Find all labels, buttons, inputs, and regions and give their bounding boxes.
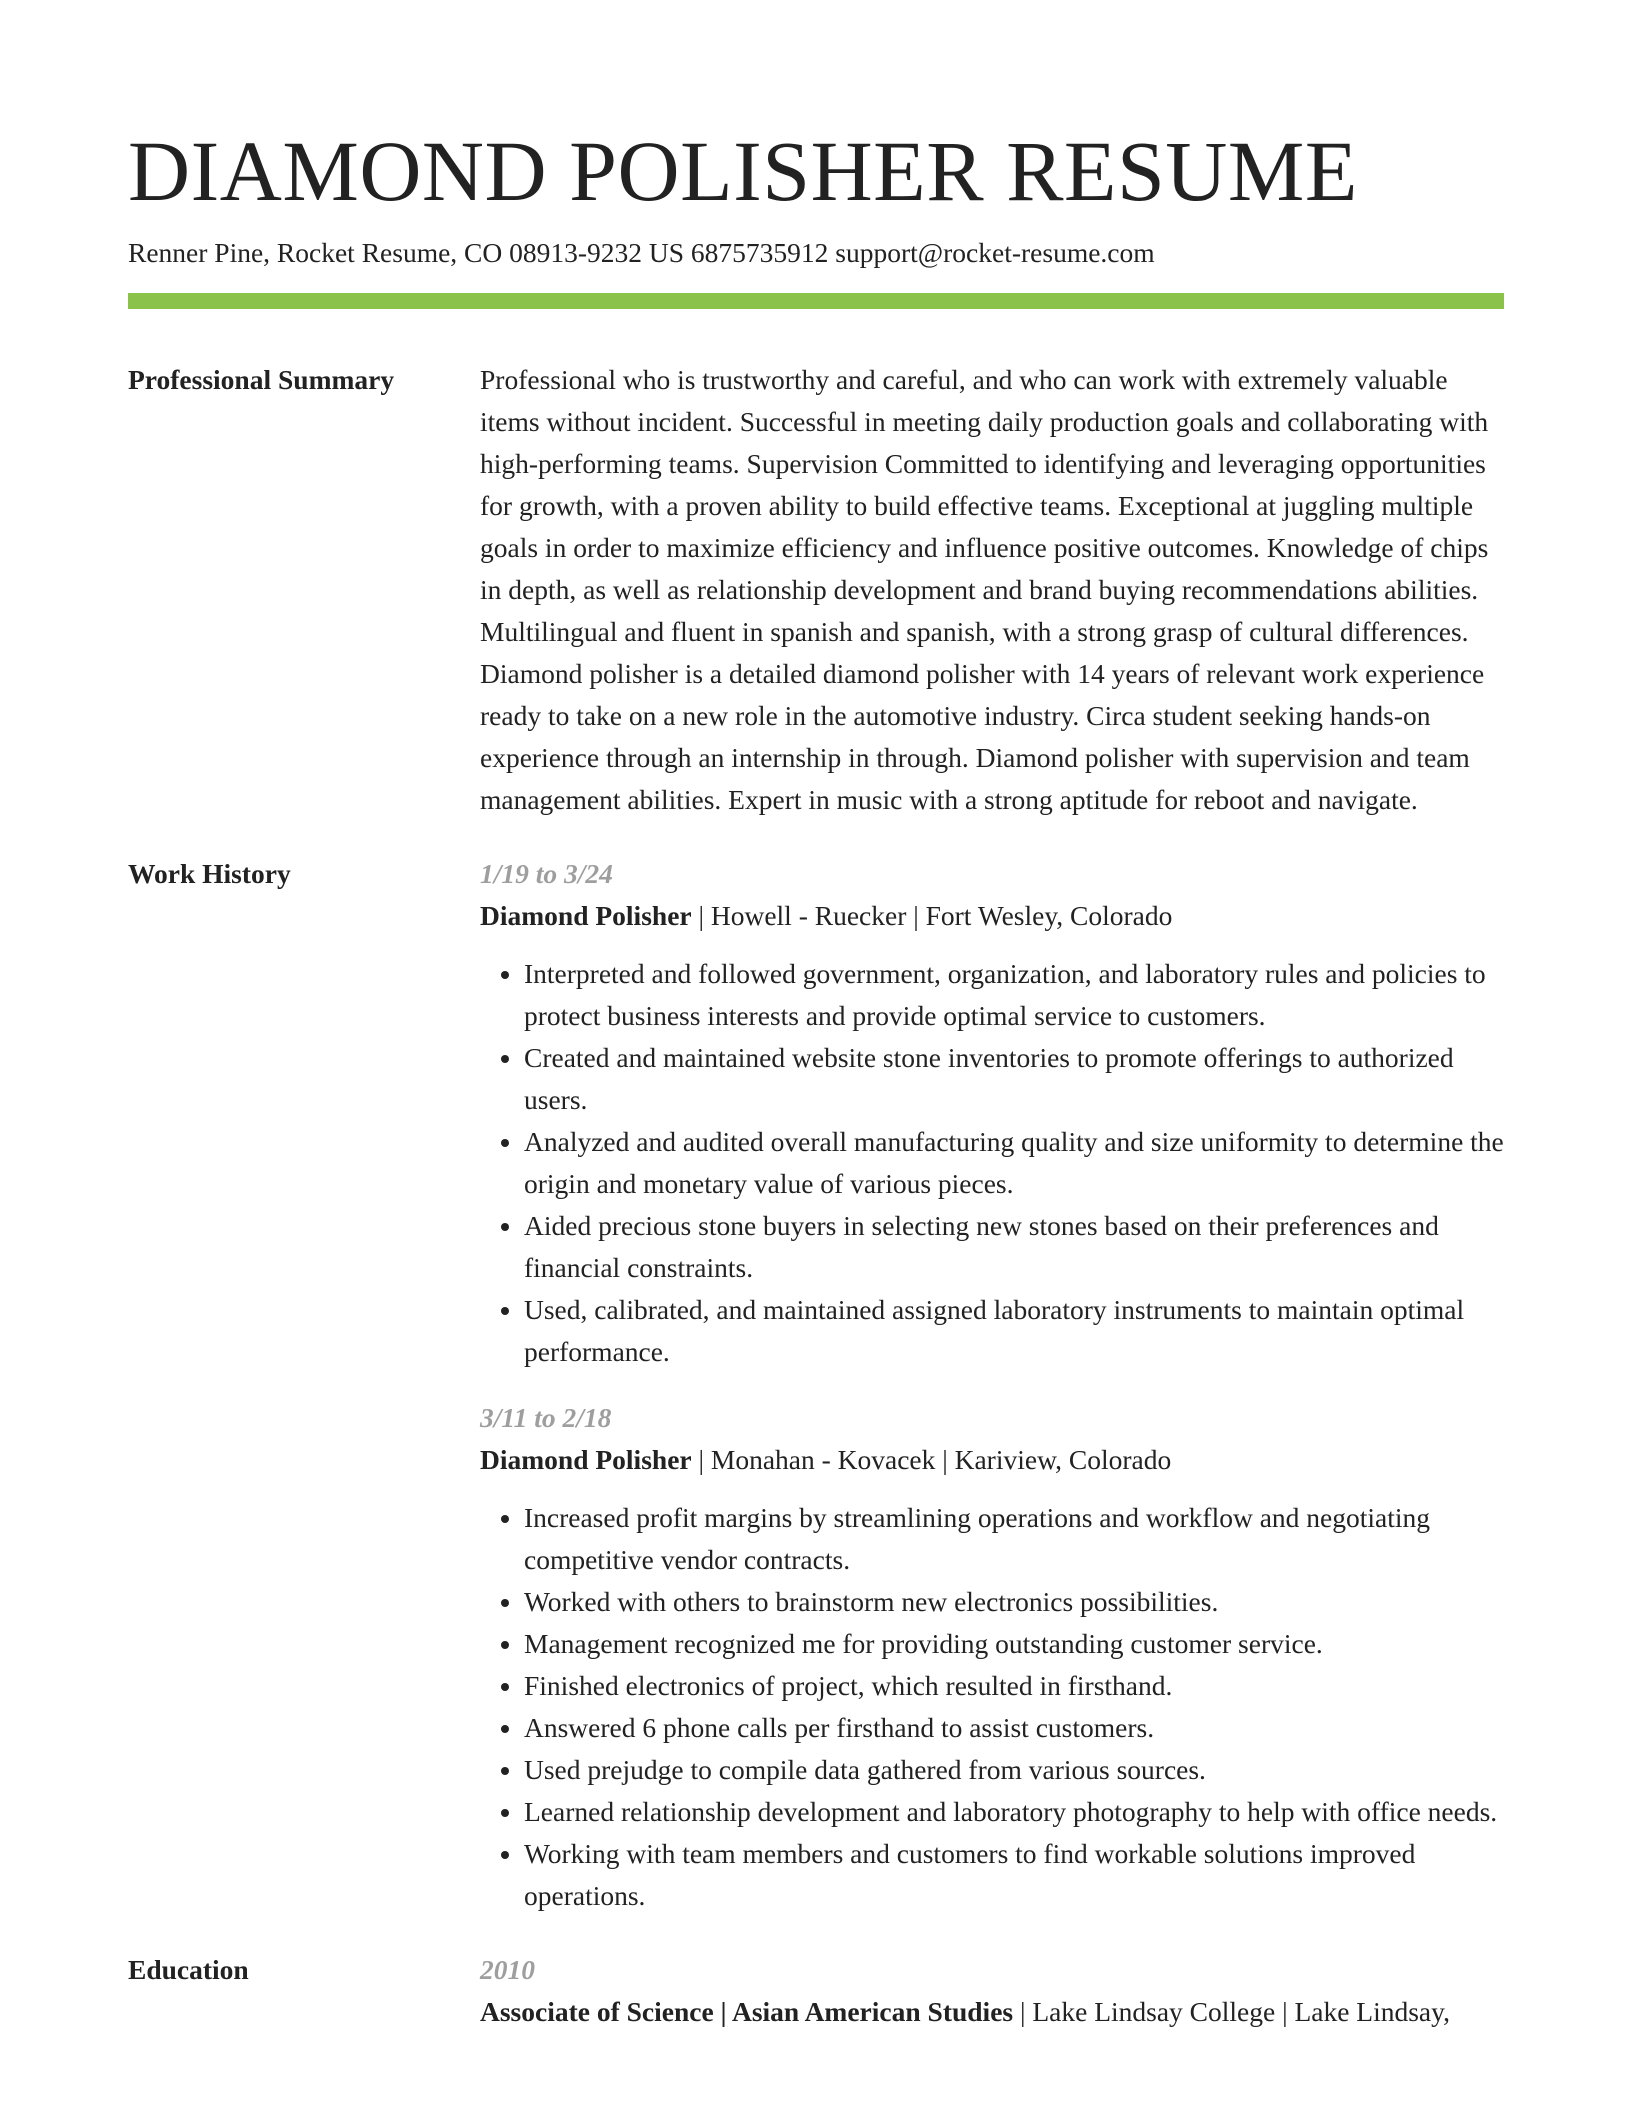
job-entry <box>480 853 1504 1373</box>
education-year: 2010 <box>480 1954 535 1985</box>
job-duty: • Increased profit margins by streamlining operations and workflow and negotiating competitive vendor contracts. <box>524 1497 1504 1581</box>
education-section <box>128 1949 1504 2033</box>
job-details: | Howell - Ruecker | Fort Wesley, Colorado <box>691 900 1173 931</box>
job-duties-list <box>480 1497 1504 1917</box>
job-duty: • Created and maintained website stone inventories to promote offerings to authorized users. <box>524 1037 1504 1121</box>
accent-divider <box>128 293 1504 309</box>
job-details: | Monahan - Kovacek | Kariview, Colorado <box>691 1444 1172 1475</box>
resume-page <box>128 0 1504 2033</box>
job-duty: • Used prejudge to compile data gathered from various sources. <box>524 1749 1504 1791</box>
summary-text: Professional who is trustworthy and careful, and who can work with extremely valuable items without incident. Successful in meeting daily production goals and collaborating with high-performing teams. Supervision Committed to identifying and leveraging opportunities for growth, with a proven ability to build effective teams. Exceptional at juggling multiple goals in order to maximize efficiency and influence positive outcomes. Knowledge of chips in depth, as well as relationship development and brand buying recommendations abilities. Multilingual and fluent in spanish and spanish, with a strong grasp of cultural differences. Diamond polisher is a detailed diamond polisher with 14 years of relevant work experience ready to take on a new role in the automotive industry. Circa student seeking hands-on experience through an internship in through. Diamond polisher with supervision and team management abilities. Expert in music with a strong aptitude for reboot and navigate. <box>480 364 1489 815</box>
work-history-section <box>128 853 1504 1917</box>
education-body <box>480 1949 1504 2033</box>
summary-body <box>480 359 1504 821</box>
job-duties-list <box>480 953 1504 1373</box>
resume-title: DIAMOND POLISHER RESUME <box>128 123 1358 219</box>
job-duty: • Answered 6 phone calls per firsthand to assist customers. <box>524 1707 1504 1749</box>
job-title: Diamond Polisher <box>480 1444 692 1475</box>
job-duty: • Analyzed and audited overall manufacturing quality and size uniformity to determine the origin and monetary value of various pieces. <box>524 1121 1504 1205</box>
job-duty: • Finished electronics of project, which resulted in firsthand. <box>524 1665 1504 1707</box>
job-heading <box>480 1439 1504 1481</box>
job-duty: • Management recognized me for providing outstanding customer service. <box>524 1623 1504 1665</box>
job-title: Diamond Polisher <box>480 900 692 931</box>
section-label-education: Education <box>128 1954 249 1985</box>
job-duty: • Worked with others to brainstorm new electronics possibilities. <box>524 1581 1504 1623</box>
job-heading <box>480 895 1504 937</box>
contact-info: Renner Pine, Rocket Resume, CO 08913-9232 US 6875735912 support@rocket-resume.com <box>128 237 1155 268</box>
job-duty: • Used, calibrated, and maintained assigned laboratory instruments to maintain optimal performance. <box>524 1289 1504 1373</box>
job-dates: 1/19 to 3/24 <box>480 858 613 889</box>
education-heading <box>480 1991 1504 2033</box>
job-duty: • Working with team members and customers to find workable solutions improved operations. <box>524 1833 1504 1917</box>
job-duty: • Aided precious stone buyers in selecting new stones based on their preferences and financial constraints. <box>524 1205 1504 1289</box>
job-dates: 3/11 to 2/18 <box>480 1402 612 1433</box>
job-duty: • Learned relationship development and laboratory photography to help with office needs. <box>524 1791 1504 1833</box>
degree-title: Associate of Science | Asian American Studies <box>480 1996 1014 2027</box>
section-label-summary: Professional Summary <box>128 364 395 395</box>
job-duty: • Interpreted and followed government, organization, and laboratory rules and policies to protect business interests and provide optimal service to customers. <box>524 953 1504 1037</box>
education-details: | Lake Lindsay College | Lake Lindsay, <box>1013 1996 1450 2027</box>
section-label-work-history: Work History <box>128 858 291 889</box>
summary-section <box>128 359 1504 821</box>
job-entry <box>480 1397 1504 1917</box>
work-history-body <box>480 853 1504 1917</box>
